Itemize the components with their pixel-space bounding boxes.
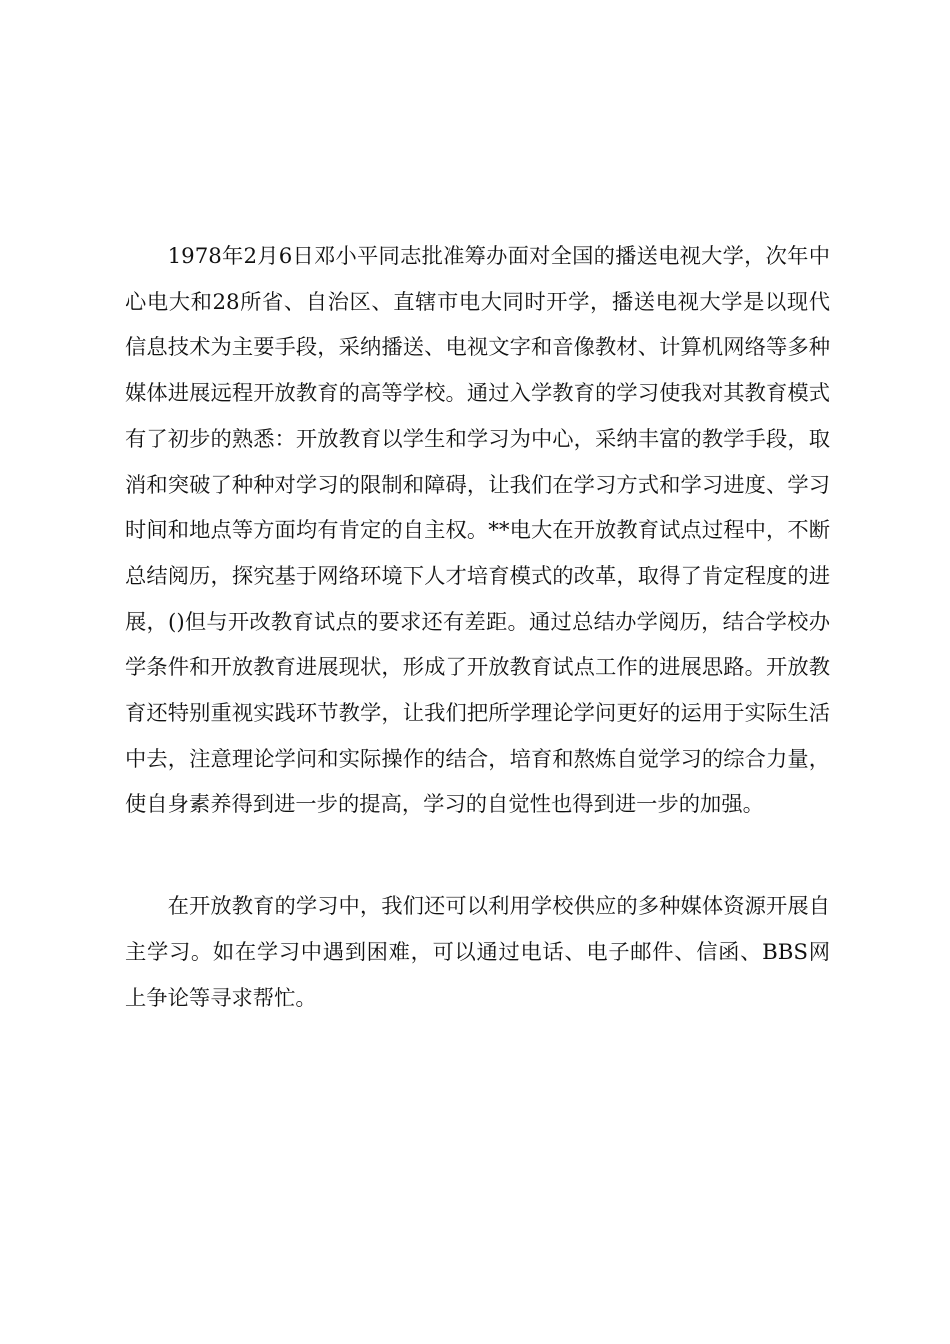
body-paragraph-1: 1978年2月6日邓小平同志批准筹办面对全国的播送电视大学，次年中心电大和28所省、自治区、直辖市电大同时开学，播送电视大学是以现代信息技术为主要手段，采纳播送、电视文字和音像教材、计算机网络等多种媒体进展远程开放教育的高等学校。通过入学教育的学习使我对其教育模式有了初步的熟悉：开放教育以学生和学习为中心，采纳丰富的教学手段，取消和突破了种种对学习的限制和障碍，让我们在学习方式和学习进度、学习时间和地点等方面均有肯定的自主权。**电大在开放教育试点过程中，不断总结阅历，探究基于网络环境下人才培育模式的改革，取得了肯定程度的进展，()但与开改教育试点的要求还有差距。通过总结办学阅历，结合学校办学条件和开放教育进展现状，形成了开放教育试点工作的进展思路。开放教育还特别重视实践环节教学，让我们把所学理论学问更好的运用于实际生活中去，注意理论学问和实际操作的结合，培育和熬炼自觉学习的综合力量，使自身素养得到进一步的提高，学习的自觉性也得到进一步的加强。	[125, 244, 830, 818]
body-paragraph-2: 在开放教育的学习中，我们还可以利用学校供应的多种媒体资源开展自主学习。如在学习中遇到困难，可以通过电话、电子邮件、信函、BBS网上争论等寻求帮忙。	[125, 894, 830, 1011]
document-page	[125, 234, 830, 1021]
